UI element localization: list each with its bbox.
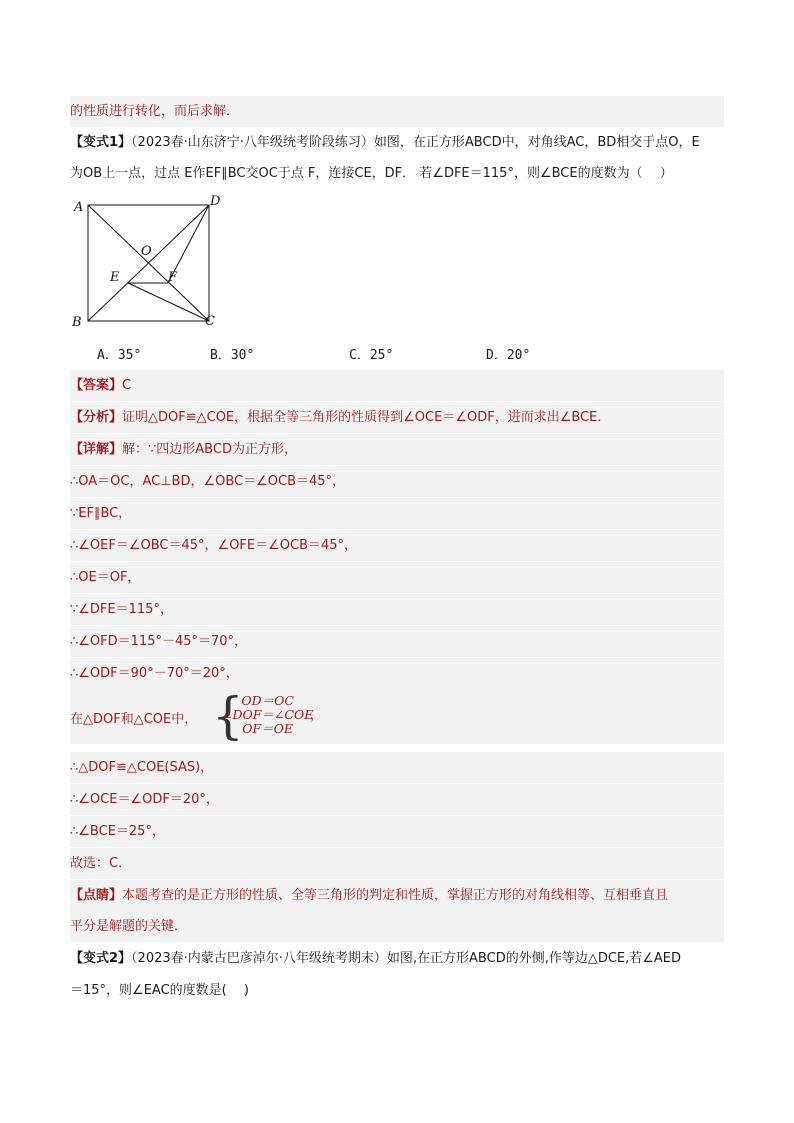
detail-after: ∴∠OCE＝∠ODF＝20°， bbox=[70, 784, 724, 815]
comment-text1: 本题考查的是正方形的性质、全等三角形的判定和性质，掌握正方形的对角线相等、互相垂直且 bbox=[122, 888, 669, 903]
variant2-line2: ＝15°，则∠EAC的度数是( ) bbox=[70, 983, 249, 998]
intro-text: 的性质进行转化，而后求解． bbox=[70, 96, 724, 127]
detail-tag: 【详解】 bbox=[70, 442, 123, 457]
label-b: B bbox=[72, 315, 82, 330]
analysis-line bbox=[70, 402, 724, 433]
label-c: C bbox=[205, 314, 215, 329]
analysis-text: 证明△DOF≌△COE，根据全等三角形的性质得到∠OCE＝∠ODF，进而求出∠BCE． bbox=[122, 410, 611, 425]
variant2-line1 bbox=[70, 943, 724, 974]
answer-tag: 【答案】 bbox=[70, 378, 123, 393]
variant2-text1: （2023春·内蒙古巴彦淖尔·八年级统考期末）如图,在正方形ABCD的外侧,作等边△DCE,若∠AED bbox=[131, 951, 682, 966]
square-figure bbox=[70, 193, 240, 338]
detail-step: ∴OE＝OF， bbox=[70, 562, 724, 593]
answer-line bbox=[70, 370, 724, 401]
comment-line2: 平分是解题的关键． bbox=[70, 911, 724, 942]
option-a: A．35° bbox=[97, 348, 142, 363]
label-a: A bbox=[74, 200, 84, 215]
variant1-line1 bbox=[70, 127, 724, 158]
system-eq: OF＝OE bbox=[242, 721, 294, 736]
detail-first: 解：∵四边形ABCD为正方形， bbox=[122, 442, 297, 457]
detail-step: ∴OA＝OC，AC⊥BD，∠OBC＝∠OCB＝45°， bbox=[70, 466, 724, 497]
congruence-system bbox=[70, 688, 724, 744]
segment-ce bbox=[128, 283, 209, 321]
label-o: O bbox=[141, 244, 152, 259]
variant1-question-line1: 如图，在正方形ABCD中，对角线AC，BD相交于点O，E bbox=[373, 135, 700, 150]
comment-line1 bbox=[70, 880, 724, 911]
detail-after: ∴△DOF≌△COE(SAS)， bbox=[70, 752, 724, 783]
detail-after: ∴∠BCE＝25°， bbox=[70, 816, 724, 847]
system-tail: ， bbox=[310, 707, 323, 722]
variant1-options bbox=[70, 340, 724, 368]
variant1-question-line2: 为OB上一点，过点 E作EF∥BC交OC于点 F，连接CE，DF． 若∠DFE＝115°，则∠BCE的度数为（ ） bbox=[70, 166, 673, 181]
detail-line bbox=[70, 434, 724, 465]
detail-step: ∴∠OEF＝∠OBC＝45°，∠OFE＝∠OCB＝45°， bbox=[70, 530, 724, 561]
detail-choose: 故选：C． bbox=[70, 848, 724, 879]
label-e: E bbox=[110, 270, 120, 285]
option-c: C．25° bbox=[349, 348, 394, 363]
detail-step: ∴∠OFD＝115°－45°＝70°， bbox=[70, 626, 724, 657]
comment-tag: 【点睛】 bbox=[70, 888, 123, 903]
system-brace: { bbox=[212, 687, 244, 745]
system-eq: ∠DOF＝∠COE bbox=[222, 707, 314, 722]
label-f: F bbox=[168, 270, 178, 285]
option-b: B．30° bbox=[210, 348, 255, 363]
system-eq: OD＝OC bbox=[241, 693, 294, 708]
answer-value: C bbox=[122, 378, 132, 393]
variant1-source: （2023春·山东济宁·八年级统考阶段练习） bbox=[131, 135, 374, 150]
label-d: D bbox=[210, 194, 221, 209]
variant1-tag: 【变式1】 bbox=[70, 135, 132, 150]
detail-step: ∵EF∥BC， bbox=[70, 498, 724, 529]
variant2-tag: 【变式2】 bbox=[70, 951, 132, 966]
analysis-tag: 【分析】 bbox=[70, 410, 123, 425]
detail-step: ∴∠ODF＝90°－70°＝20°， bbox=[70, 658, 724, 689]
option-d: D．20° bbox=[486, 348, 531, 363]
system-lead: 在△DOF和△COE中， bbox=[70, 712, 198, 727]
detail-step: ∵∠DFE＝115°， bbox=[70, 594, 724, 625]
system-equations bbox=[222, 693, 323, 736]
